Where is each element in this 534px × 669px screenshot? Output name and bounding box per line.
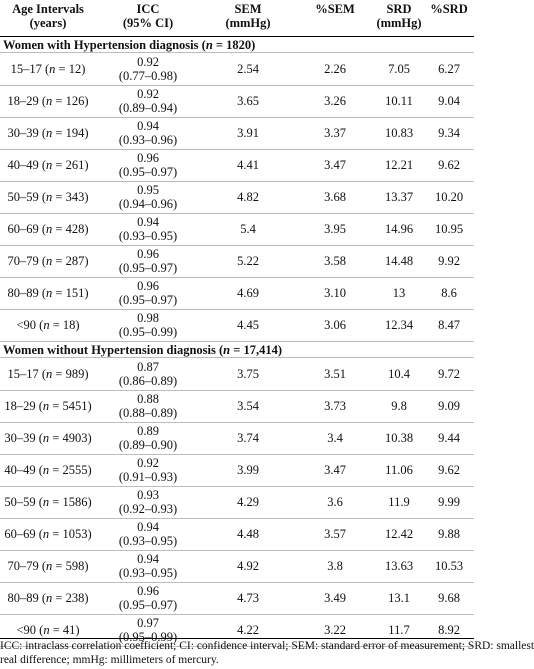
table-row [0, 246, 474, 278]
sem-cell: 3.75 [237, 367, 259, 381]
table-row [0, 423, 474, 455]
sem-cell: 4.73 [237, 591, 259, 605]
footnote-line1: ICC: intraclass correlation coefficient; CI: confidence interval; SEM: standard error of measurement; SRD: smallest [0, 640, 534, 652]
sem-cell: 3.65 [237, 94, 259, 108]
icc-value: 0.87 [137, 360, 159, 374]
age-interval-cell: 40–49 ( n = 261 ) [7, 158, 89, 172]
n-symbol: n [46, 559, 53, 573]
icc-cell [96, 182, 200, 213]
age-range: 70–79 [7, 254, 39, 268]
section-heading [0, 37, 474, 53]
section-title-n: n [205, 38, 213, 52]
table-row [0, 86, 474, 118]
icc-ci: (0.88–0.89) [118, 405, 178, 420]
percent-sem-cell: 3.8 [327, 559, 343, 573]
age-interval-cell: 70–79 ( n = 287 ) [7, 254, 89, 268]
sem-cell: 4.69 [237, 286, 259, 300]
age-interval-cell: 30–39 ( n = 4903 ) [4, 431, 92, 445]
n-symbol: n [46, 158, 53, 172]
header-age-intervals [0, 2, 96, 30]
percent-sem-cell: 3.06 [324, 318, 346, 332]
percent-srd-cell: 9.04 [438, 94, 460, 108]
n-symbol: n [46, 190, 53, 204]
n-symbol: n [43, 623, 50, 637]
icc-cell [96, 214, 200, 245]
percent-sem-cell: 3.22 [324, 623, 346, 637]
age-n: 2555 [62, 463, 88, 477]
sem-cell: 4.92 [237, 559, 259, 573]
section-title-n: n [223, 343, 231, 357]
srd-cell: 12.34 [384, 318, 414, 332]
percent-srd-cell: 9.62 [438, 158, 460, 172]
age-interval-cell: <90 ( n = 41 ) [16, 623, 80, 637]
age-range: 50–59 [7, 190, 39, 204]
section-title-start: Women without Hypertension diagnosis ( [3, 343, 224, 357]
table-row [0, 150, 474, 182]
icc-value: 0.93 [137, 488, 159, 502]
percent-srd-cell: 9.44 [438, 431, 460, 445]
sem-cell: 3.74 [237, 431, 259, 445]
icc-ci: (0.89–0.94) [118, 100, 178, 115]
n-symbol: n [42, 527, 50, 541]
section-heading [0, 342, 474, 358]
icc-value: 0.89 [137, 424, 159, 438]
icc-ci: (0.91–0.93) [118, 469, 178, 484]
icc-cell [96, 359, 200, 390]
age-interval-cell: 80–89 ( n = 238 ) [7, 591, 89, 605]
n-symbol: n [46, 367, 53, 381]
icc-ci: (0.89–0.90) [118, 437, 178, 452]
icc-value: 0.95 [137, 183, 159, 197]
age-range: <90 [16, 318, 37, 332]
table-row [0, 182, 474, 214]
age-n: 1053 [62, 527, 88, 541]
icc-ci: (0.93–0.95) [118, 228, 178, 243]
age-interval-cell: 50–59 ( n = 1586 ) [4, 495, 92, 509]
header-icc-line2: (95% CI) [122, 16, 174, 30]
header-srd-line2: (mmHg) [376, 16, 422, 30]
percent-srd-cell: 8.47 [438, 318, 460, 332]
icc-ci: (0.94–0.96) [118, 196, 178, 211]
percent-sem-cell: 3.73 [324, 399, 346, 413]
table-row [0, 359, 474, 391]
percent-sem-cell: 3.49 [324, 591, 346, 605]
icc-ci: (0.95–0.97) [118, 597, 178, 612]
icc-cell [96, 150, 200, 181]
table-row [0, 118, 474, 150]
icc-cell [96, 54, 200, 85]
age-range: 70–79 [7, 559, 39, 573]
srd-cell: 10.11 [385, 94, 413, 108]
icc-ci: (0.95–0.97) [118, 292, 178, 307]
header-sem-line2: (mmHg) [225, 16, 271, 30]
icc-value: 0.94 [137, 215, 159, 229]
header-icc [96, 2, 200, 30]
header-percent-sem [296, 2, 374, 16]
icc-value: 0.88 [137, 392, 159, 406]
age-n: 4903 [62, 431, 88, 445]
percent-srd-cell: 9.72 [438, 367, 460, 381]
age-range: 40–49 [4, 463, 36, 477]
age-n: 261 [65, 158, 85, 172]
icc-cell [96, 86, 200, 117]
header-srd-line1: SRD [386, 2, 412, 16]
header-age-line2: (years) [29, 16, 67, 30]
srd-cell: 11.7 [388, 623, 410, 637]
age-n: 1586 [62, 495, 88, 509]
percent-srd-cell: 9.88 [438, 527, 460, 541]
icc-ci: (0.77–0.98) [118, 68, 178, 83]
srd-cell: 13.1 [388, 591, 410, 605]
sem-cell: 3.54 [237, 399, 259, 413]
percent-srd-cell: 6.27 [438, 62, 460, 76]
age-range: 15–17 [7, 367, 39, 381]
table-row [0, 214, 474, 246]
age-interval-cell: 60–69 ( n = 428 ) [7, 222, 89, 236]
icc-cell [96, 455, 200, 486]
table-row [0, 278, 474, 310]
age-n: 343 [65, 190, 85, 204]
table-row [0, 551, 474, 583]
percent-srd-cell: 9.68 [438, 591, 460, 605]
icc-ci: (0.95–0.97) [118, 260, 178, 275]
srd-cell: 12.42 [384, 527, 414, 541]
icc-value: 0.92 [137, 456, 159, 470]
icc-cell [96, 278, 200, 309]
age-interval-cell: 15–17 ( n = 12 ) [10, 62, 86, 76]
sem-cell: 4.82 [237, 190, 259, 204]
age-range: 80–89 [7, 286, 39, 300]
age-n: 18 [62, 318, 76, 332]
footnote-line2: real difference; mmHg: millimeters of mercury. [0, 654, 219, 666]
header-percent-srd [424, 2, 474, 16]
icc-cell [96, 118, 200, 149]
percent-sem-cell: 3.4 [327, 431, 343, 445]
age-n: 194 [65, 126, 85, 140]
percent-srd-cell: 10.20 [434, 190, 464, 204]
age-interval-cell: 18–29 ( n = 126 ) [7, 94, 89, 108]
icc-value: 0.96 [137, 584, 159, 598]
srd-cell: 13.37 [384, 190, 414, 204]
age-interval-cell: 50–59 ( n = 343 ) [7, 190, 89, 204]
srd-cell: 12.21 [384, 158, 414, 172]
header-icc-line1: ICC [136, 2, 160, 16]
n-symbol: n [46, 254, 53, 268]
percent-sem-cell: 3.26 [324, 94, 346, 108]
sem-cell: 4.45 [237, 318, 259, 332]
srd-cell: 11.9 [388, 495, 410, 509]
n-symbol: n [49, 62, 56, 76]
header-age-line1: Age Intervals [12, 2, 84, 16]
age-n: 598 [65, 559, 85, 573]
sem-cell: 5.22 [237, 254, 259, 268]
percent-srd-cell: 10.53 [434, 559, 464, 573]
percent-sem-cell: 3.57 [324, 527, 346, 541]
header-sem-line1: SEM [234, 2, 262, 16]
srd-cell: 13 [392, 286, 406, 300]
table-row [0, 54, 474, 86]
sem-cell: 3.99 [237, 463, 259, 477]
srd-cell: 7.05 [388, 62, 410, 76]
table-row [0, 391, 474, 423]
age-range: 18–29 [4, 399, 36, 413]
icc-value: 0.96 [137, 247, 159, 261]
icc-cell [96, 487, 200, 518]
icc-cell [96, 391, 200, 422]
sem-cell: 2.54 [237, 62, 259, 76]
age-n: 287 [65, 254, 85, 268]
section-title-end: = 17,414) [230, 343, 283, 357]
percent-sem-cell: 3.10 [324, 286, 346, 300]
age-n: 126 [65, 94, 85, 108]
n-symbol: n [42, 463, 50, 477]
srd-cell: 11.06 [385, 463, 413, 477]
age-range: 60–69 [7, 222, 39, 236]
sem-cell: 3.91 [237, 126, 259, 140]
age-interval-cell: <90 ( n = 18 ) [16, 318, 80, 332]
percent-sem-cell: 3.58 [324, 254, 346, 268]
n-symbol: n [43, 318, 50, 332]
icc-value: 0.94 [137, 520, 159, 534]
age-range: 15–17 [10, 62, 42, 76]
icc-cell [96, 583, 200, 614]
icc-ci: (0.95–0.99) [118, 324, 178, 339]
percent-sem-cell: 2.26 [324, 62, 346, 76]
age-interval-cell: 60–69 ( n = 1053 ) [4, 527, 92, 541]
percent-sem-cell: 3.51 [324, 367, 346, 381]
table-row [0, 455, 474, 487]
n-symbol: n [46, 126, 53, 140]
table-row [0, 487, 474, 519]
percent-sem-cell: 3.47 [324, 463, 346, 477]
icc-ci: (0.93–0.95) [118, 565, 178, 580]
srd-cell: 10.4 [388, 367, 410, 381]
sem-cell: 4.41 [237, 158, 259, 172]
n-symbol: n [46, 286, 53, 300]
icc-value: 0.97 [137, 616, 159, 630]
percent-sem-cell: 3.47 [324, 158, 346, 172]
table-footnote [0, 638, 534, 669]
sem-cell: 5.4 [240, 222, 256, 236]
icc-value: 0.92 [137, 87, 159, 101]
percent-srd-cell: 9.62 [438, 463, 460, 477]
age-interval-cell: 30–39 ( n = 194 ) [7, 126, 89, 140]
age-range: 60–69 [4, 527, 36, 541]
sem-cell: 4.48 [237, 527, 259, 541]
age-interval-cell: 18–29 ( n = 5451 ) [4, 399, 92, 413]
icc-value: 0.92 [137, 55, 159, 69]
percent-sem-cell: 3.37 [324, 126, 346, 140]
percent-srd-cell: 8.92 [438, 623, 460, 637]
age-interval-cell: 15–17 ( n = 989 ) [7, 367, 89, 381]
icc-ci: (0.92–0.93) [118, 501, 178, 516]
age-n: 428 [65, 222, 85, 236]
age-interval-cell: 70–79 ( n = 598 ) [7, 559, 89, 573]
icc-value: 0.96 [137, 279, 159, 293]
icc-value: 0.94 [137, 552, 159, 566]
age-range: 30–39 [7, 126, 39, 140]
icc-cell [96, 310, 200, 341]
age-n: 41 [62, 623, 76, 637]
table-header [0, 0, 474, 37]
table-row [0, 310, 474, 342]
percent-srd-cell: 8.6 [441, 286, 457, 300]
age-n: 151 [65, 286, 85, 300]
percent-srd-cell: 9.34 [438, 126, 460, 140]
icc-ci: (0.86–0.89) [118, 373, 178, 388]
percent-srd-cell: 9.09 [438, 399, 460, 413]
sem-cell: 4.22 [237, 623, 259, 637]
header-psem-label: %SEM [315, 2, 355, 16]
icc-value: 0.98 [137, 311, 159, 325]
percent-srd-cell: 9.99 [438, 495, 460, 509]
header-sem [200, 2, 296, 30]
srd-cell: 10.83 [384, 126, 414, 140]
age-range: <90 [16, 623, 37, 637]
srd-cell: 13.63 [384, 559, 414, 573]
age-n: 5451 [62, 399, 88, 413]
srd-cell: 14.48 [384, 254, 414, 268]
table-row [0, 519, 474, 551]
n-symbol: n [46, 94, 53, 108]
age-interval-cell: 80–89 ( n = 151 ) [7, 286, 89, 300]
icc-cell [96, 246, 200, 277]
icc-cell [96, 423, 200, 454]
percent-srd-cell: 10.95 [434, 222, 464, 236]
icc-ci: (0.93–0.96) [118, 132, 178, 147]
section-title-end: = 1820) [212, 38, 256, 52]
n-symbol: n [42, 495, 50, 509]
table-row [0, 583, 474, 615]
icc-value: 0.94 [137, 119, 159, 133]
n-symbol: n [46, 222, 53, 236]
percent-sem-cell: 3.68 [324, 190, 346, 204]
icc-ci: (0.95–0.97) [118, 164, 178, 179]
srd-cell: 14.96 [384, 222, 414, 236]
percent-srd-cell: 9.92 [438, 254, 460, 268]
icc-ci: (0.95–0.99) [118, 629, 178, 644]
percent-sem-cell: 3.95 [324, 222, 346, 236]
age-n: 238 [65, 591, 85, 605]
age-range: 30–39 [4, 431, 36, 445]
age-range: 80–89 [7, 591, 39, 605]
age-n: 12 [68, 62, 82, 76]
age-range: 18–29 [7, 94, 39, 108]
age-n: 989 [65, 367, 85, 381]
age-range: 50–59 [4, 495, 36, 509]
n-symbol: n [42, 399, 50, 413]
age-range: 40–49 [7, 158, 39, 172]
icc-cell [96, 551, 200, 582]
n-symbol: n [46, 591, 53, 605]
header-srd [374, 2, 424, 30]
icc-value: 0.96 [137, 151, 159, 165]
n-symbol: n [42, 431, 50, 445]
header-psrd-label: %SRD [430, 2, 468, 16]
srd-cell: 9.8 [391, 399, 407, 413]
percent-sem-cell: 3.6 [327, 495, 343, 509]
section-title-start: Women with Hypertension diagnosis ( [3, 38, 206, 52]
sem-cell: 4.29 [237, 495, 259, 509]
age-interval-cell: 40–49 ( n = 2555 ) [4, 463, 92, 477]
icc-cell [96, 519, 200, 550]
srd-cell: 10.38 [384, 431, 414, 445]
icc-ci: (0.93–0.95) [118, 533, 178, 548]
